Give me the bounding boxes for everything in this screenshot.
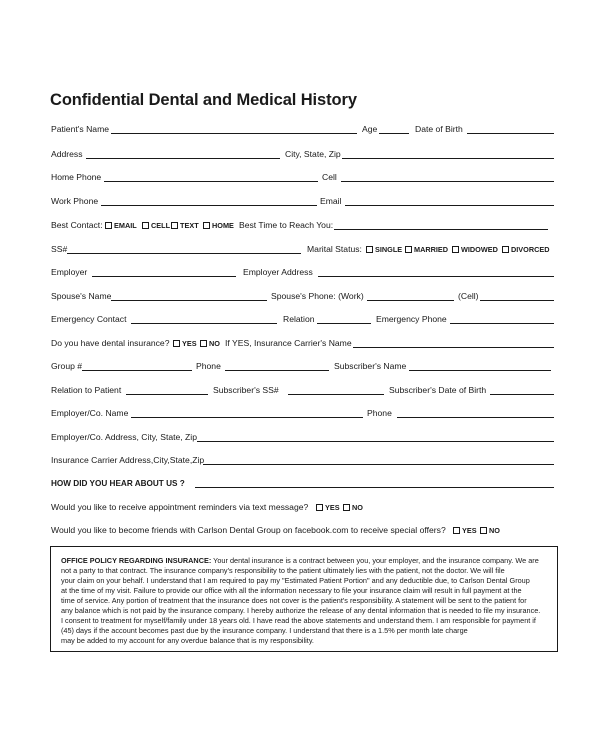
employer-co-address-field[interactable]	[197, 441, 554, 442]
checkbox-icon	[203, 222, 210, 229]
dob-label: Date of Birth	[415, 124, 463, 134]
row-emergency	[0, 311, 600, 327]
subscriber-dob-field[interactable]	[490, 394, 554, 395]
checkbox-icon	[405, 246, 412, 253]
facebook-question: Would you like to become friends with Carlson Dental Group on facebook.com to receive special offers?	[51, 525, 446, 535]
emergency-phone-label: Emergency Phone	[376, 314, 447, 324]
marital-status-label: Marital Status:	[307, 244, 362, 254]
cell-field[interactable]	[341, 181, 554, 182]
employer-phone-field[interactable]	[397, 417, 554, 418]
relation-label: Relation	[283, 314, 315, 324]
address-label: Address	[51, 149, 83, 159]
relation-field[interactable]	[317, 323, 371, 324]
carrier-name-field[interactable]	[353, 347, 554, 348]
page-title: Confidential Dental and Medical History	[50, 91, 357, 109]
employer-phone-label: Phone	[367, 408, 392, 418]
relation-to-patient-label: Relation to Patient	[51, 385, 122, 395]
subscriber-name-label: Subscriber's Name	[334, 361, 407, 371]
policy-line-6: any balance which is not paid by the insurance company. I hereby authorize the release of any dental information that is needed to file my insurance.	[61, 606, 541, 615]
checkbox-icon	[452, 246, 459, 253]
dob-field[interactable]	[467, 133, 554, 134]
dental-insurance-no[interactable]: NO	[200, 339, 220, 348]
employer-address-field[interactable]	[318, 276, 554, 277]
row-subscriber	[0, 382, 600, 398]
spouse-cell-label: (Cell)	[458, 291, 479, 301]
carrier-address-label: Insurance Carrier Address,City,State,Zip	[51, 455, 205, 465]
insurance-phone-label: Phone	[196, 361, 221, 371]
marital-option-widowed[interactable]: WIDOWED	[452, 245, 498, 254]
marital-option-single[interactable]: SINGLE	[366, 245, 402, 254]
best-contact-option-email[interactable]: EMAIL	[105, 221, 137, 230]
row-dental-insurance	[0, 335, 600, 351]
row-home-phone	[0, 169, 600, 185]
row-work-phone	[0, 193, 600, 209]
row-ssn	[0, 241, 600, 257]
best-time-label: Best Time to Reach You:	[239, 220, 334, 230]
hear-about-label: HOW DID YOU HEAR ABOUT US ?	[51, 479, 185, 488]
employer-co-address-label: Employer/Co. Address, City, State, Zip	[51, 432, 197, 442]
row-group	[0, 358, 600, 374]
age-label: Age	[362, 124, 378, 134]
checkbox-icon	[316, 504, 323, 511]
policy-line-3: your claim on your behalf. I understand that I am required to pay my "Estimated Patient Portion" and any deductible due, to Carlson Dental Group	[61, 576, 530, 585]
policy-line-4: at the time of my visit. Failure to provide our office with all the information necessary to file your insurance claim will result in full payment at the	[61, 586, 522, 595]
employer-address-label: Employer Address	[243, 267, 313, 277]
policy-line-2: not a party to that contract. The insurance company's responsibility to the patient ultimately lies with the patient, not the doctor. We will file	[61, 566, 505, 575]
policy-line-1: OFFICE POLICY REGARDING INSURANCE: Your dental insurance is a contract between you, your employer, and the insurance company. We are	[61, 556, 539, 565]
best-contact-label: Best Contact:	[51, 220, 103, 230]
best-contact-option-text[interactable]: TEXT	[171, 221, 199, 230]
patient-name-label: Patient's Name	[51, 124, 110, 134]
text-reminders-yes[interactable]: YES	[316, 503, 340, 512]
spouse-name-field[interactable]	[111, 300, 267, 301]
employer-co-name-label: Employer/Co. Name	[51, 408, 129, 418]
checkbox-icon	[173, 340, 180, 347]
row-patient-info	[0, 121, 600, 137]
subscriber-name-field[interactable]	[409, 370, 551, 371]
cell-label: Cell	[322, 172, 337, 182]
emergency-contact-field[interactable]	[131, 323, 277, 324]
hear-about-field[interactable]	[195, 487, 554, 488]
dental-insurance-yes[interactable]: YES	[173, 339, 197, 348]
insurance-phone-field[interactable]	[225, 370, 329, 371]
row-address	[0, 146, 600, 162]
relation-to-patient-field[interactable]	[126, 394, 208, 395]
best-contact-option-cell[interactable]: CELL	[142, 221, 170, 230]
employer-label: Employer	[51, 267, 88, 277]
checkbox-icon	[366, 246, 373, 253]
group-number-field[interactable]	[82, 370, 192, 371]
row-facebook	[0, 522, 600, 538]
home-phone-label: Home Phone	[51, 172, 102, 182]
age-field[interactable]	[379, 133, 409, 134]
policy-line-7: I consent to treatment for myself/family under 18 years old. I have read the above statements and understand them. I am responsible for payment if	[61, 616, 536, 625]
city-state-zip-field[interactable]	[342, 158, 554, 159]
spouse-name-label: Spouse's Name	[51, 291, 112, 301]
facebook-no[interactable]: NO	[480, 526, 500, 535]
dental-insurance-label: Do you have dental insurance?	[51, 338, 170, 348]
email-label: Email	[320, 196, 342, 206]
checkbox-icon	[200, 340, 207, 347]
ssn-label: SS#	[51, 244, 68, 254]
work-phone-field[interactable]	[101, 205, 317, 206]
row-employer	[0, 264, 600, 280]
marital-option-divorced[interactable]: DIVORCED	[502, 245, 550, 254]
spouse-phone-label: Spouse's Phone: (Work)	[271, 291, 364, 301]
emergency-phone-field[interactable]	[450, 323, 554, 324]
policy-line-5: time of service. Any portion of treatment that the insurance does not cover is the patient's responsibility. A statement will be sent to the patient for	[61, 596, 527, 605]
row-spouse	[0, 288, 600, 304]
row-employer-co	[0, 405, 600, 421]
checkbox-icon	[502, 246, 509, 253]
checkbox-icon	[343, 504, 350, 511]
checkbox-icon	[480, 527, 487, 534]
checkbox-icon	[142, 222, 149, 229]
policy-heading: OFFICE POLICY REGARDING INSURANCE:	[61, 556, 212, 565]
spouse-cell-field[interactable]	[480, 300, 554, 301]
subscriber-ssn-label: Subscriber's SS#	[213, 385, 279, 395]
row-hear-about	[0, 475, 600, 491]
home-phone-field[interactable]	[104, 181, 318, 182]
checkbox-icon	[453, 527, 460, 534]
carrier-address-field[interactable]	[203, 464, 554, 465]
work-phone-label: Work Phone	[51, 196, 99, 206]
checkbox-icon	[105, 222, 112, 229]
subscriber-dob-label: Subscriber's Date of Birth	[389, 385, 487, 395]
insurance-policy-box	[50, 546, 558, 652]
checkbox-icon	[171, 222, 178, 229]
best-time-field[interactable]	[334, 229, 548, 230]
policy-line-9: may be added to my account for any overdue balance that is my responsibility.	[61, 636, 314, 645]
employer-field[interactable]	[92, 276, 236, 277]
row-employer-co-address	[0, 429, 600, 445]
emergency-contact-label: Emergency Contact	[51, 314, 127, 324]
patient-name-field[interactable]	[111, 133, 357, 134]
row-text-reminders	[0, 499, 600, 515]
ssn-field[interactable]	[67, 253, 301, 254]
text-reminders-question: Would you like to receive appointment reminders via text message?	[51, 502, 309, 512]
address-field[interactable]	[86, 158, 280, 159]
policy-line-8: (45) days if the account becomes past due by the insurance company. I understand that there is a 1.5% per month late charge	[61, 626, 468, 635]
row-carrier-address	[0, 452, 600, 468]
best-contact-option-home[interactable]: HOME	[203, 221, 234, 230]
spouse-work-phone-field[interactable]	[367, 300, 454, 301]
carrier-name-label: If YES, Insurance Carrier's Name	[225, 338, 352, 348]
email-field[interactable]	[345, 205, 554, 206]
row-best-contact	[0, 217, 600, 233]
group-number-label: Group #	[51, 361, 83, 371]
marital-option-married[interactable]: MARRIED	[405, 245, 448, 254]
subscriber-ssn-field[interactable]	[288, 394, 384, 395]
facebook-yes[interactable]: YES	[453, 526, 477, 535]
city-state-zip-label: City, State, Zip	[285, 149, 341, 159]
employer-co-name-field[interactable]	[131, 417, 363, 418]
text-reminders-no[interactable]: NO	[343, 503, 363, 512]
